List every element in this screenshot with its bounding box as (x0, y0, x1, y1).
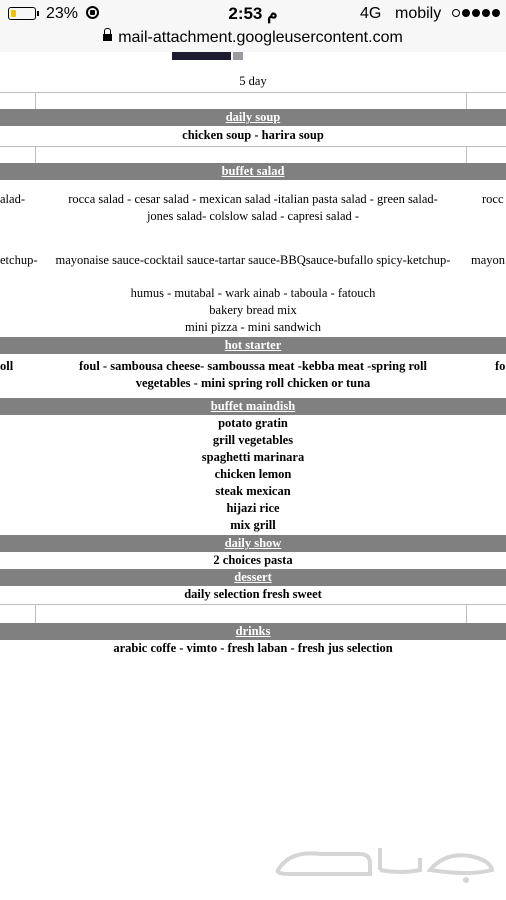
status-bar (0, 0, 506, 28)
menu-item: steak mexican (215, 484, 291, 498)
section-header-daily-show: daily show (224, 536, 282, 550)
menu-item: mix grill (230, 518, 276, 532)
menu-item: chicken lemon (214, 467, 292, 481)
grid-line (466, 604, 467, 623)
cut-text-left: etchup- (0, 253, 38, 267)
section-header-dessert: dessert (234, 570, 272, 584)
carrier-name: mobily (395, 5, 442, 22)
grid-line (0, 146, 506, 147)
menu-item: spaghetti marinara (201, 450, 305, 464)
menu-item: daily selection fresh sweet (184, 587, 322, 601)
page-load-progress (172, 52, 231, 60)
menu-item: foul - sambousa cheese- samboussa meat -kebba meat -spring roll (78, 359, 428, 373)
section-header-daily-soup: daily soup (225, 110, 281, 124)
menu-item: jones salad- colslow salad - capresi salad - (146, 209, 360, 223)
day-label: 5 day (239, 74, 267, 88)
battery-percent: 23% (46, 5, 79, 22)
section-header-buffet-salad: buffet salad (221, 164, 285, 178)
signal-dot (472, 9, 480, 17)
grid-line (466, 146, 467, 163)
cut-text-right: mayon (471, 253, 506, 267)
grid-line (35, 146, 36, 163)
grid-line (35, 92, 36, 109)
signal-dot (492, 9, 500, 17)
menu-item: 2 choices pasta (213, 553, 293, 567)
menu-item: grill vegetables (212, 433, 294, 447)
menu-item: mayonaise sauce-cocktail sauce-tartar sauce-BBQsauce-bufallo spicy-ketchup- (55, 253, 451, 267)
cut-text-right: fo (495, 359, 506, 373)
signal-dot (482, 9, 490, 17)
menu-item: humus - mutabal - wark ainab - taboula - fatouch (130, 286, 376, 300)
signal-strength-icon (452, 9, 500, 17)
menu-item: bakery bread mix (209, 303, 297, 317)
menu-item: hijazi rice (226, 501, 280, 515)
section-header-buffet-maindish: buffet maindish (210, 399, 296, 413)
network-type: 4G (360, 5, 382, 22)
section-header-drinks: drinks (235, 624, 271, 638)
grid-line (0, 604, 506, 605)
secure-lock-icon (103, 34, 112, 41)
signal-dot (452, 9, 460, 17)
menu-item: rocca salad - cesar salad - mexican salad -italian pasta salad - green salad- (68, 192, 438, 206)
menu-item: mini pizza - mini sandwich (184, 320, 322, 334)
cut-text-left: oll (0, 359, 14, 373)
menu-item: vegetables - mini spring roll chicken or tuna (135, 376, 371, 390)
grid-line (466, 92, 467, 109)
cut-text-left: alad- (0, 192, 25, 206)
menu-document (0, 62, 506, 662)
page-load-progress-remainder (233, 52, 243, 60)
haraj-logo-watermark (270, 840, 500, 888)
section-header-hot-starter: hot starter (224, 338, 282, 352)
grid-line (0, 92, 506, 93)
menu-item: arabic coffe - vimto - fresh laban - fresh jus selection (113, 641, 393, 655)
signal-dot (462, 9, 470, 17)
clock: 2:53 م (228, 4, 278, 23)
menu-item: chicken soup - harira soup (182, 128, 324, 142)
address-bar[interactable] (0, 28, 506, 52)
url-text: mail-attachment.googleusercontent.com (118, 29, 403, 46)
grid-line (35, 604, 36, 623)
cut-text-right: rocc (482, 192, 504, 206)
menu-item: potato gratin (218, 416, 288, 430)
